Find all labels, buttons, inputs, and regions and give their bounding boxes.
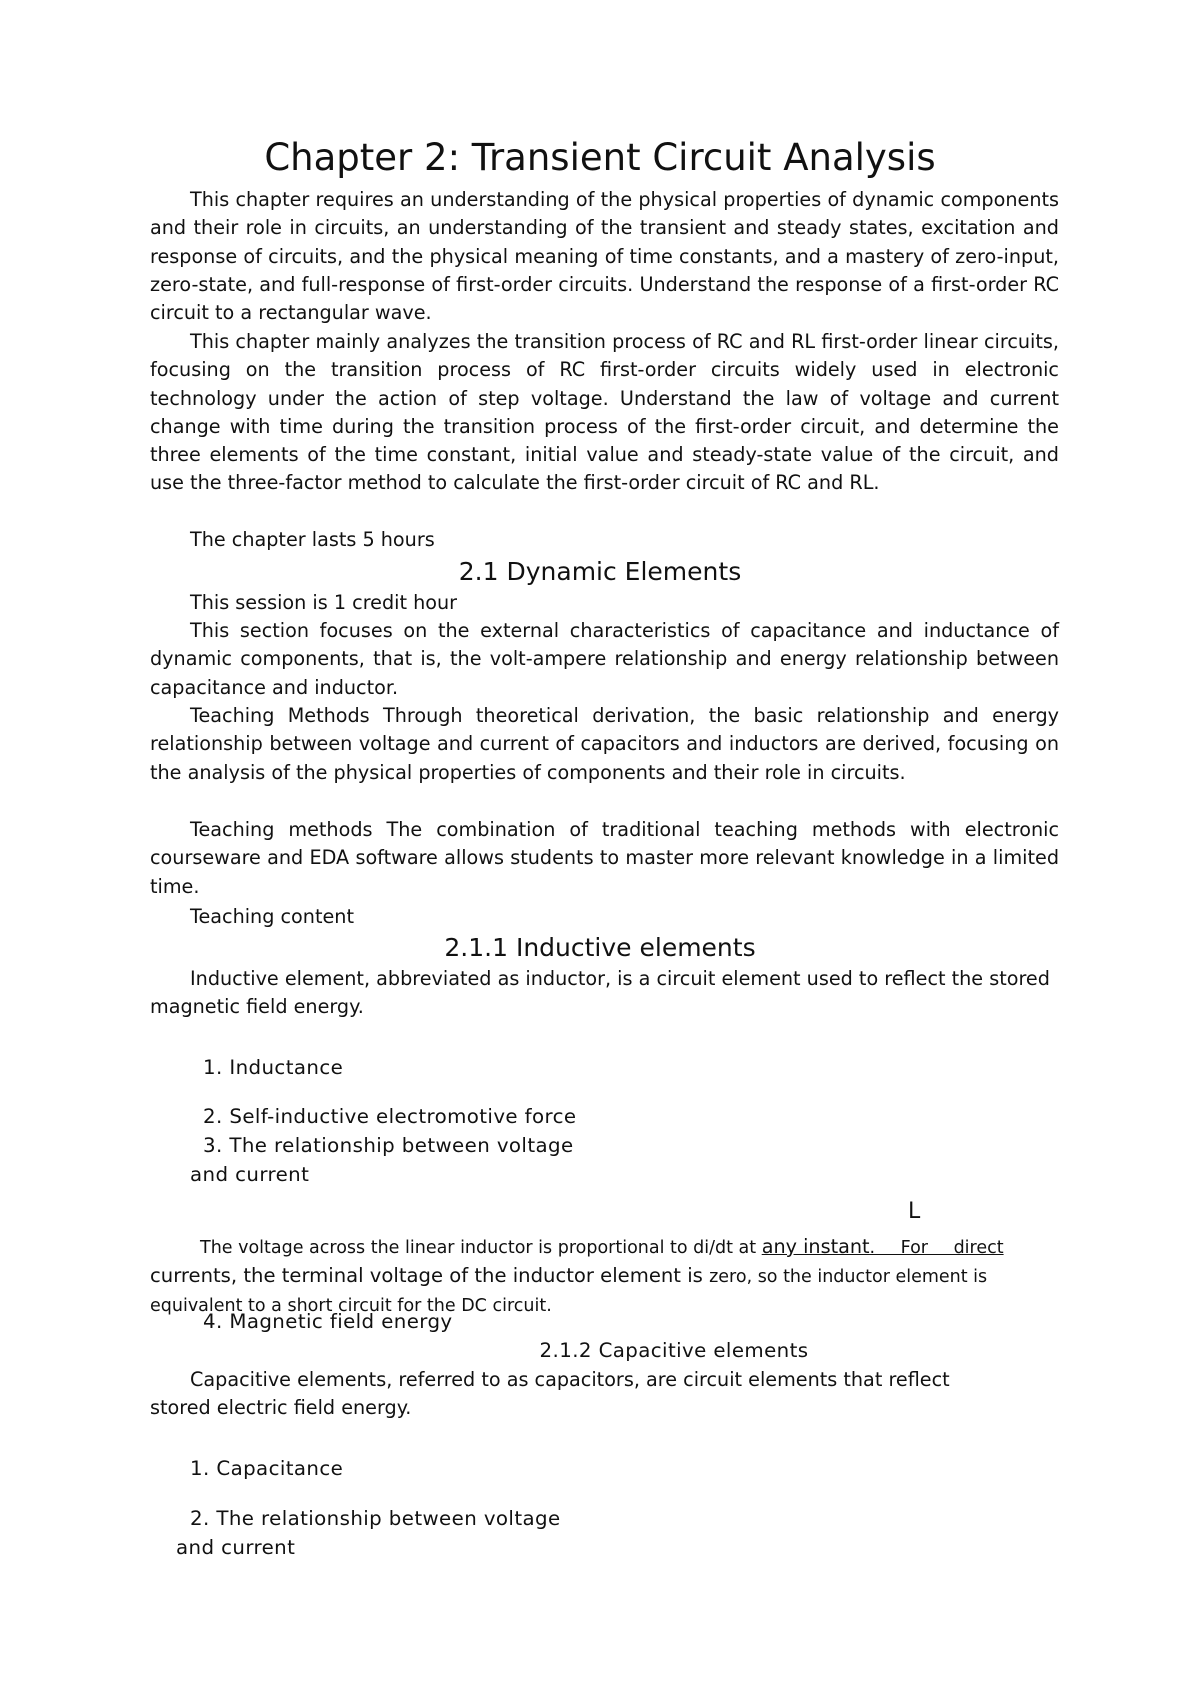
inductor-symbol-label: L bbox=[908, 1199, 921, 1224]
section-2-1-paragraph-5: Teaching content bbox=[190, 905, 354, 928]
section-2-1-1-heading: 2.1.1 Inductive elements bbox=[444, 933, 756, 962]
voltage-note-part-a: The voltage across the linear inductor is proportional to di/dt at bbox=[200, 1238, 762, 1258]
voltage-note-part-d: currents, the terminal voltage of the inductor element is bbox=[150, 1264, 710, 1287]
list-item-self-inductive-emf: 2. Self-inductive electromotive force bbox=[203, 1105, 577, 1128]
section-2-1-heading: 2.1 Dynamic Elements bbox=[458, 557, 742, 586]
section-2-1-paragraph-1: This session is 1 credit hour bbox=[190, 591, 458, 614]
voltage-note-part-e: zero, so the inductor element is equivalent to a short circuit for the DC circuit. bbox=[150, 1267, 988, 1316]
section-2-1-2-heading: 2.1.2 Capacitive elements bbox=[539, 1339, 809, 1362]
list-item-magnetic-field-energy: 4. Magnetic field energy bbox=[203, 1310, 453, 1333]
list-item-voltage-current-relationship: 3. The relationship between voltage bbox=[203, 1134, 574, 1157]
section-2-1-paragraph-4: Teaching methods The combination of traditional teaching methods with electronic courseware and EDA software allows students to master more relevant knowledge in a limited time. bbox=[150, 818, 1059, 898]
section-2-1-paragraph-3: Teaching Methods Through theoretical derivation, the basic relationship and energy relationship between voltage and current of capacitors and inductors are derived, focusing on the analysis of the physical properties of components and their role in circuits. bbox=[150, 704, 1059, 784]
list-item-capacitor-voltage-current-cont: and current bbox=[176, 1536, 296, 1559]
list-item-voltage-current-relationship-cont: and current bbox=[190, 1163, 310, 1186]
section-2-1-1-paragraph-1: Inductive element, abbreviated as inductor, is a circuit element used to reflect the stored magnetic field energy. bbox=[150, 967, 1050, 1019]
section-2-1-2-paragraph-1: Capacitive elements, referred to as capacitors, are circuit elements that reflect stored electric field energy. bbox=[150, 1368, 950, 1420]
intro-paragraph-3: The chapter lasts 5 hours bbox=[190, 528, 435, 551]
intro-paragraph-2: This chapter mainly analyzes the transition process of RC and RL first-order linear circuits, focusing on the transition process of RC first-order circuits widely used in electronic technology under the action of step voltage. Understand the law of voltage and current change with time during the transition process of the first-order circuit, and determine the three elements of the time constant, initial value and steady-state value of the circuit, and use the three-factor method to calculate the first-order circuit of RC and RL. bbox=[150, 330, 1059, 495]
list-item-capacitor-voltage-current: 2. The relationship between voltage bbox=[190, 1507, 561, 1530]
list-item-inductance: 1. Inductance bbox=[203, 1056, 344, 1079]
intro-paragraph-1: This chapter requires an understanding of the physical properties of dynamic components and their role in circuits, an understanding of the transient and steady states, excitation and response of circuits, and the physical meaning of time constants, and a mastery of zero-input, zero-state, and full-response of first-order circuits. Understand the response of a first-order RC circuit to a rectangular wave. bbox=[150, 188, 1059, 325]
voltage-note-part-b: any instant bbox=[761, 1235, 870, 1258]
list-item-capacitance: 1. Capacitance bbox=[190, 1457, 344, 1480]
section-2-1-paragraph-2: This section focuses on the external characteristics of capacitance and inductance of dynamic components, that is, the volt-ampere relationship and energy relationship between capacitance and inductor. bbox=[150, 619, 1059, 699]
chapter-title: Chapter 2: Transient Circuit Analysis bbox=[264, 136, 936, 179]
voltage-note-part-c: . For direct bbox=[869, 1238, 1004, 1258]
